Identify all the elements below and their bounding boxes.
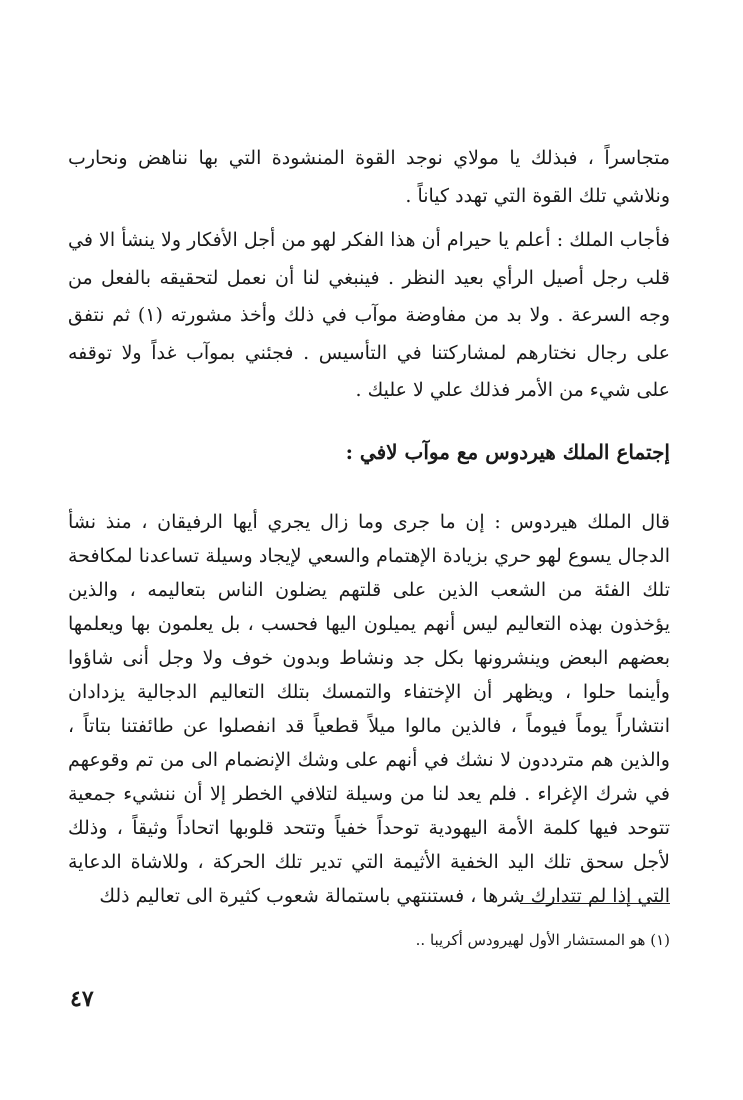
- paragraph-herod-speech: قال الملك هيردوس : إن ما جرى وما زال يجري أيها الرفيقان ، منذ نشأ الدجال يسوع لهو حري بزيادة الإهتمام والسعي لإيجاد وسيلة تساعدنا لمكافحة تلك الفئة من الشعب الذين على قلتهم يضلون الناس بتعاليمه ، والذين يؤخذون بهذه التعاليم ليس أنهم يميلون اليها فحسب ، بل يعلمون بها ويعلمها بعضهم البعض وينشرونها بكل جد ونشاط وبدون خوف ولا وجل أنى شاؤوا وأينما حلوا ، ويظهر أن الإختفاء والتمسك بتلك التعاليم الدجالية يزدادان انتشاراً يوماً فيوماً ، فالذين مالوا ميلاً قطعياً قد انفصلوا عن طائفتنا بتاتاً ، والذين هم مترددون لا نشك في أنهم على وشك الإنضمام الى من تم وقوعهم في شرك الإغراء . فلم يعد لنا من وسيلة لتلافي الخطر إلا أن ننشيء جمعية تتوحد فيها كلمة الأمة اليهودية توحداً خفياً وتتحد قلوبها اتحاداً وثيقاً ، وذلك لأجل سحق تلك اليد الخفية الأثيمة التي تدير تلك الحركة ، وللاشاة الدعاية التي إذا لم تتدارك شرها ، فستنتهي باستمالة شعوب كثيرة الى تعاليم ذلك: [68, 511, 670, 907]
- section-heading: إجتماع الملك هيردوس مع موآب لافي :: [345, 440, 670, 464]
- page-number: ٤٧: [70, 986, 94, 1012]
- footnote-divider: [520, 903, 670, 904]
- footnote: (١) هو المستشار الأول لهيرودس أكريبا ..: [415, 931, 670, 949]
- paragraph-king-reply: فأجاب الملك : أعلم يا حيرام أن هذا الفكر لهو من أجل الأفكار ولا ينشأ الا في قلب رجل أصيل الرأي بعيد النظر . فينبغي لنا أن نعمل لتحقيقه بالفعل من وجه السرعة . ولا بد من مفاوضة موآب في ذلك وأخذ مشورته (١) ثم نتفق على رجال نختارهم لمشاركتنا في التأسيس . فجئني بموآب غداً ولا توقفه على شيء من الأمر فذلك علي لا عليك .: [68, 229, 670, 401]
- paragraph-continuation: متجاسراً ، فبذلك يا مولاي نوجد القوة المنشودة التي بها نناهض ونحارب ونلاشي تلك القوة التي تهدد كياناً .: [68, 147, 670, 207]
